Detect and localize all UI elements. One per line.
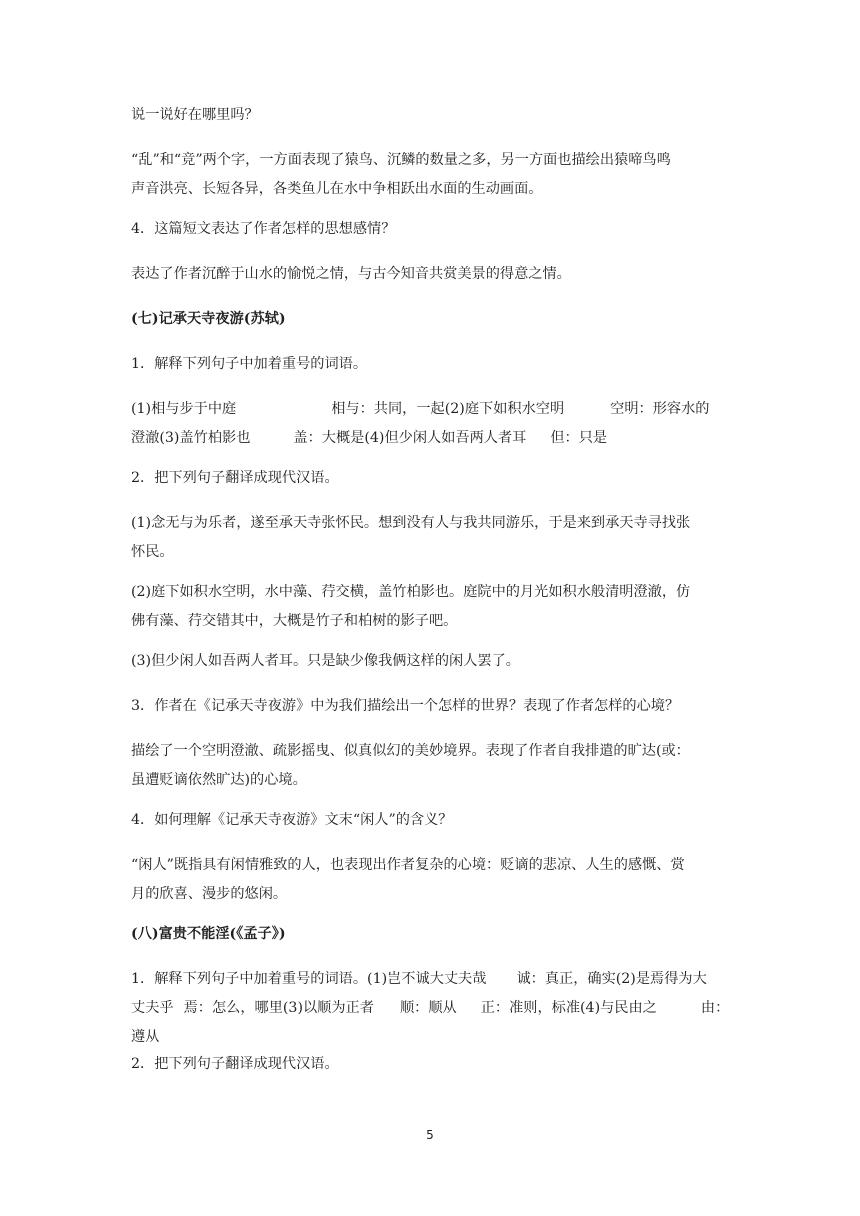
- word-item: 由：: [700, 1000, 730, 1016]
- question-2: [131, 464, 731, 493]
- word-item: 相与：共同，一起(2)庭下如积水空明: [331, 401, 565, 417]
- answer-line: 描绘了一个空明澄澈、疏影摇曳、似真似幻的美妙境界。表现了作者自我排遣的旷达(或：: [131, 743, 690, 759]
- translation-line: (3)但少闲人如吾两人者耳。只是缺少像我俩这样的闲人罢了。: [131, 653, 520, 669]
- answer-line: 声音洪亮、长短各异，各类鱼儿在水中争相跃出水面的生动画面。: [131, 181, 543, 197]
- word-item: 焉：怎么，哪里(3)以顺为正者: [183, 1000, 374, 1016]
- word-item: 空明：形容水的: [610, 401, 710, 417]
- text-line: [131, 101, 731, 130]
- translation-line: (1)念无与为乐者，遂至承天寺张怀民。想到没有人与我共同游乐，于是来到承天寺寻找张: [131, 515, 691, 531]
- answer-line: 虽遭贬谪依然旷达)的心境。: [131, 772, 307, 788]
- section-title: (八)富贵不能淫(《孟子》): [131, 926, 286, 942]
- section-title: (七)记承天寺夜游(苏轼): [131, 311, 286, 327]
- word-item: 顺：顺从: [399, 1000, 457, 1016]
- word-explanations: [131, 395, 731, 453]
- question-text: 3．作者在《记承天寺夜游》中为我们描绘出一个怎样的世界？表现了作者怎样的心境？: [131, 698, 680, 714]
- page-number: 5: [426, 1128, 434, 1142]
- word-item: 盖：大概是(4)但少闲人如吾两人者耳: [293, 430, 527, 446]
- question-2b: [131, 1050, 731, 1079]
- translation-1: [131, 509, 731, 567]
- section-heading-7: [131, 305, 731, 334]
- answer-text: 表达了作者沉醉于山水的愉悦之情，与古今知音共赏美景的得意之情。: [131, 266, 571, 282]
- word-item: 正：准则，标准(4)与民由之: [480, 1000, 657, 1016]
- question-text: 4．这篇短文表达了作者怎样的思想感情？: [131, 221, 396, 237]
- question-text: 2．把下列句子翻译成现代汉语。: [131, 1056, 339, 1072]
- answer-line: “闲人”既指具有闲情雅致的人，也表现出作者复杂的心境：贬谪的悲凉、人生的感慨、赏: [131, 857, 685, 873]
- word-item: 诚：真正，确实(2)是焉得为大: [516, 971, 707, 987]
- translation-2: [131, 578, 731, 636]
- word-item: 遵从: [131, 1029, 160, 1045]
- question-4b: [131, 806, 731, 835]
- translation-line: 佛有藻、荇交错其中，大概是竹子和柏树的影子吧。: [131, 613, 458, 629]
- question-text: 1．解释下列句子中加着重号的词语。: [131, 356, 368, 372]
- translation-line: 怀民。: [131, 544, 174, 560]
- section-heading-8: [131, 920, 731, 949]
- answer-line: 月的欣喜、漫步的悠闲。: [131, 886, 288, 902]
- question-text: 4．如何理解《记承天寺夜游》文末“闲人”的含义？: [131, 812, 453, 828]
- word-item: (1)相与步于中庭: [131, 401, 237, 417]
- question-3: [131, 692, 731, 721]
- answer-4: [131, 260, 731, 289]
- word-item: 丈夫乎: [131, 1000, 174, 1016]
- question-tail: 说一说好在哪里吗？: [131, 107, 259, 123]
- word-item: 澄澈(3)盖竹柏影也: [131, 430, 251, 446]
- question-4: [131, 215, 731, 244]
- answer-line: “乱”和“竞”两个字，一方面表现了猿鸟、沉鳞的数量之多，另一方面也描绘出猿啼鸟鸣: [131, 152, 671, 168]
- word-explanations-8: [131, 965, 731, 1052]
- answer-paragraph: [131, 146, 731, 204]
- word-item: 1．解释下列句子中加着重号的词语。(1)岂不诚大丈夫哉: [131, 971, 487, 987]
- question-1: [131, 350, 731, 379]
- answer-3: [131, 737, 731, 795]
- translation-3: [131, 647, 731, 676]
- answer-4b: [131, 851, 731, 909]
- word-item: 但：只是: [550, 430, 608, 446]
- translation-line: (2)庭下如积水空明，水中藻、荇交横，盖竹柏影也。庭院中的月光如积水般清明澄澈，仿: [131, 584, 691, 600]
- question-text: 2．把下列句子翻译成现代汉语。: [131, 470, 339, 486]
